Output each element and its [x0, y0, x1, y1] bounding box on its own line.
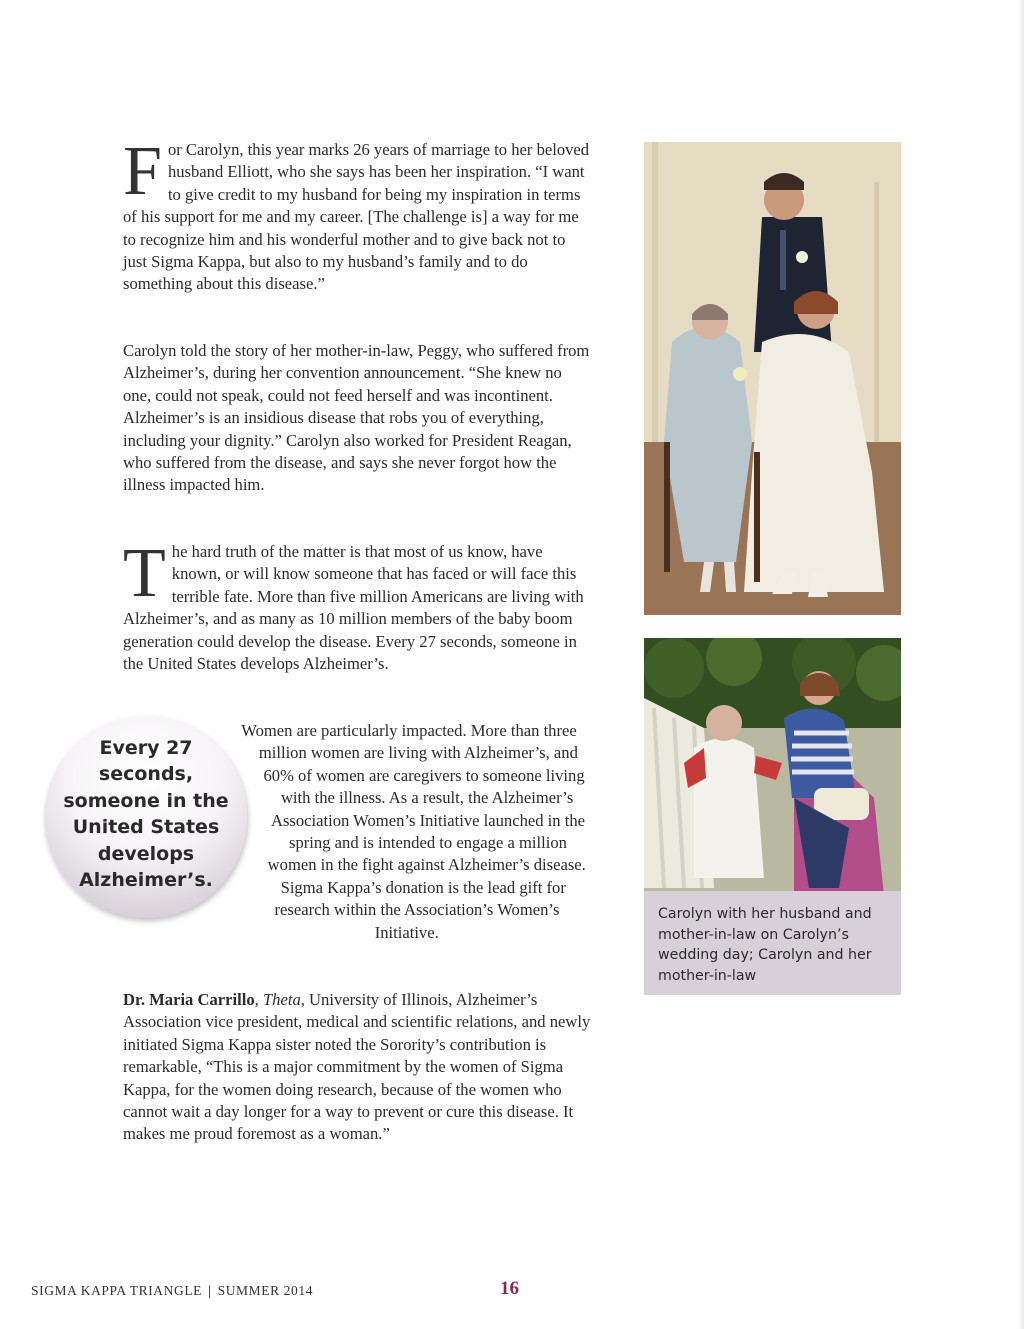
paragraph-5-text: , University of Illinois, Alzheimer’s Association vice president, medical and scientific relations, and newly initiated Sigma Kappa sister noted the Sorority’s contribution is remarkable, “This is a major commitment by the women of Sigma Kappa, for the women doing research, because of the women who cannot wait a day longer for a way to prevent or cure this disease. It makes me proud foremost as a woman.”: [123, 990, 591, 1144]
drop-cap-t: T: [123, 535, 166, 612]
paragraph-3-text: he hard truth of the matter is that most of us know, have known, or will know someone that has faced or will face this terrible fate. More than five million Americans are living with Alzheimer’s, and as many as 10 million members of the baby boom generation could develop the disease. Every 27 seconds, someone in the United States develops Alzheimer’s.: [123, 542, 584, 674]
garden-photo-illustration: [644, 638, 901, 896]
chapter-name: Theta: [262, 990, 301, 1009]
page-number: 16: [500, 1278, 519, 1299]
article-paragraph-1: [123, 133, 593, 296]
article-paragraph-2: [123, 340, 593, 497]
wedding-photo: [644, 142, 901, 615]
footer: [31, 1283, 313, 1303]
wedding-photo-illustration: [644, 142, 901, 615]
article-paragraph-3: [123, 535, 593, 675]
garden-photo: [644, 638, 901, 896]
article-paragraph-5: Dr. Maria Carrillo, Theta, University of Illinois, Alzheimer’s Association vice president, medical and scientific relations, and newly initiated Sigma Kappa sister noted the Sorority’s contribution is remarkable, “This is a major commitment by the women of Sigma Kappa, for the women doing research, because of the women who cannot wait a day longer for a way to prevent or cure this disease. It makes me proud foremost as a woman.”: [123, 990, 591, 1144]
page-edge: [1018, 0, 1024, 1329]
paragraph-2-text: Carolyn told the story of her mother-in-law, Peggy, who suffered from Alzheimer’s, during her convention announcement. “She knew no one, could not speak, could not feed herself and was incontinent. Alzheimer’s is an insidious disease that robs you of everything, including your dignity.” Carolyn also worked for President Reagan, who suffered from the disease, and says she never forgot how the illness impacted him.: [123, 341, 590, 495]
paragraph-4-text: Women are particularly impacted. More than three million women are living with Alzheimer’s, and 60% of women are caregivers to someone living with the illness. As a result, the Alzheimer’s Association Women’s Initiative launched in the spring and is intended to engage a million women in the fight against Alzheimer’s disease. Sigma Kappa’s donation is the lead gift for research within the Association’s Women’s Initiative.: [241, 721, 586, 942]
photo-caption: [644, 891, 901, 995]
drop-cap-f: F: [123, 133, 162, 210]
footer-magazine-name: SIGMA KAPPA TRIANGLE: [31, 1283, 203, 1298]
pull-quote-text: Every 27 seconds, someone in the United States develops Alzheimer’s.: [63, 736, 229, 891]
pull-quote-circle: [45, 716, 247, 918]
footer-separator: |: [208, 1283, 212, 1298]
paragraph-1-text: or Carolyn, this year marks 26 years of marriage to her beloved husband Elliott, who she says has been her inspiration. “I want to give credit to my husband for being my inspiration in terms of his support for me and my career. [The challenge is] a way for me to recognize him and his wonderful mother and to give back not to just Sigma Kappa, but also to my husband’s family and to do something about this disease.”: [123, 140, 590, 294]
photo-caption-text: Carolyn with her husband and mother-in-law on Carolyn’s wedding day; Carolyn and her mother-in-law: [658, 906, 872, 984]
quoted-person-name: Dr. Maria Carrillo: [123, 990, 255, 1009]
footer-issue: SUMMER 2014: [217, 1283, 314, 1298]
